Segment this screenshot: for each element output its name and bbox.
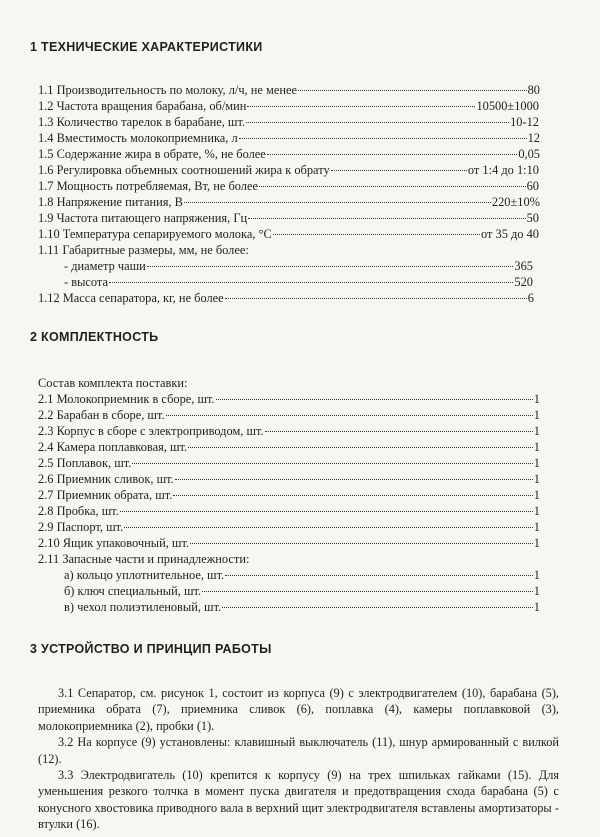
- spec-row: [38, 226, 539, 242]
- spec-label: 1.10 Температура сепарируемого молока, °С: [38, 227, 272, 241]
- spare-row: [64, 583, 540, 599]
- leader-dots: [132, 462, 532, 464]
- spare-label: б) ключ специальный, шт.: [64, 584, 202, 598]
- spare-label: а) кольцо уплотнительное, шт.: [64, 568, 225, 582]
- spare-label: в) чехол полиэтиленовый, шт.: [64, 600, 222, 614]
- kit-row: [38, 503, 540, 519]
- spec-label: 1.4 Вместимость молокоприемника, л: [38, 131, 238, 145]
- section2-title: 2 КОМПЛЕКТНОСТЬ: [30, 330, 159, 344]
- kit-label: 2.5 Поплавок, шт.: [38, 456, 132, 470]
- section3-body: [38, 685, 559, 833]
- spec-label: 1.5 Содержание жира в обрате, %, не более: [38, 147, 266, 161]
- leader-dots: [216, 398, 533, 400]
- kit-row: [38, 519, 540, 535]
- kit-value: 1: [533, 456, 540, 470]
- kit-row: [38, 455, 540, 471]
- kit-row: [38, 407, 540, 423]
- spec-label: - высота: [64, 275, 108, 289]
- spec-value: 520: [514, 275, 533, 289]
- kit-value: 1: [533, 392, 540, 406]
- spec-row: [38, 210, 539, 226]
- kit-value: 1: [533, 472, 540, 486]
- kit-row: [38, 423, 540, 439]
- spare-value: 1: [533, 568, 540, 582]
- kit-intro: Состав комплекта поставки:: [38, 376, 188, 390]
- spare-row: [64, 599, 540, 615]
- leader-dots: [331, 169, 467, 171]
- leader-dots: [267, 153, 518, 155]
- spec-value: 365: [514, 259, 533, 273]
- leader-dots: [259, 185, 526, 187]
- spec-value: 6: [527, 291, 534, 305]
- kit-label: 2.4 Камера поплавковая, шт.: [38, 440, 188, 454]
- kit-value: 1: [533, 504, 540, 518]
- leader-dots: [120, 510, 533, 512]
- spec-value: от 35 до 40: [480, 227, 539, 241]
- leader-dots: [239, 137, 527, 139]
- leader-dots: [175, 478, 533, 480]
- spares-label: 2.11 Запасные части и принадлежности:: [38, 552, 250, 566]
- leader-dots: [147, 265, 514, 267]
- kit-value: 1: [533, 520, 540, 534]
- leader-dots: [246, 121, 509, 123]
- leader-dots: [190, 542, 533, 544]
- spec-value: 0,05: [518, 147, 540, 161]
- spec-label: 1.3 Количество тарелок в барабане, шт.: [38, 115, 246, 129]
- spec-row: [64, 258, 533, 274]
- spec-label: - диаметр чаши: [64, 259, 146, 273]
- spare-value: 1: [533, 584, 540, 598]
- leader-dots: [184, 201, 491, 203]
- kit-label: 2.2 Барабан в сборе, шт.: [38, 408, 165, 422]
- kit-value: 1: [533, 440, 540, 454]
- spec-row: [38, 98, 539, 114]
- section1-title: 1 ТЕХНИЧЕСКИЕ ХАРАКТЕРИСТИКИ: [30, 40, 263, 54]
- paragraph-3-1: 3.1 Сепаратор, см. рисунок 1, состоит из корпуса (9) с электродвигателем (10), барабана (5), приемника обрата (7), приемника сливок (6), поплавка (4), камеры поплавковой (3), молокоприемника (2), пробки (1).: [38, 686, 559, 733]
- kit-value: 1: [533, 536, 540, 550]
- spec-label: 1.2 Частота вращения барабана, об/мин: [38, 99, 247, 113]
- kit-label: 2.1 Молокоприемник в сборе, шт.: [38, 392, 215, 406]
- leader-dots: [202, 590, 533, 592]
- kit-row: [38, 487, 540, 503]
- spec-row: [38, 178, 539, 194]
- kit-value: 1: [533, 408, 540, 422]
- spec-value: 220±10%: [491, 195, 540, 209]
- spare-row: [64, 567, 540, 583]
- spec-label: 1.6 Регулировка объемных соотношений жира к обрату: [38, 163, 330, 177]
- spec-row: [38, 162, 539, 178]
- spec-row: [38, 82, 540, 98]
- spec-row: [38, 130, 540, 146]
- section3-title: 3 УСТРОЙСТВО И ПРИНЦИП РАБОТЫ: [30, 642, 272, 656]
- spec-row: [38, 146, 540, 162]
- leader-dots: [166, 414, 533, 416]
- spare-value: 1: [533, 600, 540, 614]
- spec-value: 50: [526, 211, 539, 225]
- spec-row: [38, 194, 540, 210]
- leader-dots: [109, 281, 513, 283]
- spec-label: 1.9 Частота питающего напряжения, Гц: [38, 211, 248, 225]
- spec-row: [38, 290, 534, 306]
- leader-dots: [225, 297, 527, 299]
- leader-dots: [173, 494, 532, 496]
- kit-label: 2.10 Ящик упаковочный, шт.: [38, 536, 190, 550]
- spec-value: 12: [527, 131, 540, 145]
- spec-label: 1.12 Масса сепаратора, кг, не более: [38, 291, 224, 305]
- leader-dots: [124, 526, 533, 528]
- spec-row: [38, 114, 539, 130]
- spec-row: [64, 274, 533, 290]
- kit-label: 2.9 Паспорт, шт.: [38, 520, 124, 534]
- spec-label: 1.7 Мощность потребляемая, Вт, не более: [38, 179, 258, 193]
- paragraph-3-2: 3.2 На корпусе (9) установлены: клавишный выключатель (11), шнур армированный с вилкой (12).: [38, 735, 559, 766]
- leader-dots: [248, 217, 525, 219]
- spec-value: 10-12: [510, 115, 539, 129]
- spec-value: от 1:4 до 1:10: [467, 163, 539, 177]
- leader-dots: [222, 606, 533, 608]
- kit-label: 2.8 Пробка, шт.: [38, 504, 119, 518]
- spec-value: 60: [526, 179, 539, 193]
- kit-label: 2.6 Приемник сливок, шт.: [38, 472, 174, 486]
- leader-dots: [265, 430, 533, 432]
- kit-row: [38, 535, 540, 551]
- kit-label: 2.7 Приемник обрата, шт.: [38, 488, 173, 502]
- leader-dots: [273, 233, 480, 235]
- kit-label: 2.3 Корпус в сборе с электроприводом, шт.: [38, 424, 264, 438]
- kit-row: [38, 439, 540, 455]
- dimensions-label: 1.11 Габаритные размеры, мм, не более:: [38, 243, 249, 257]
- spec-value: 10500±1000: [476, 99, 539, 113]
- leader-dots: [298, 89, 527, 91]
- spec-label: 1.1 Производительность по молоку, л/ч, не менее: [38, 83, 297, 97]
- kit-row: [38, 391, 540, 407]
- kit-row: [38, 471, 540, 487]
- leader-dots: [247, 105, 475, 107]
- paragraph-3-3: 3.3 Электродвигатель (10) крепится к корпусу (9) на трех шпильках гайками (15). Для уменьшения резкого толчка в момент пуска двигателя и предотвращения схода барабана (5) с конусного хвостовика приводного вала в верхний щит электродвигателя вставлены амортизаторы - втулки (16).: [38, 768, 559, 832]
- spec-value: 80: [527, 83, 540, 97]
- leader-dots: [188, 446, 533, 448]
- spec-label: 1.8 Напряжение питания, В: [38, 195, 183, 209]
- kit-value: 1: [533, 488, 540, 502]
- leader-dots: [225, 574, 533, 576]
- kit-value: 1: [533, 424, 540, 438]
